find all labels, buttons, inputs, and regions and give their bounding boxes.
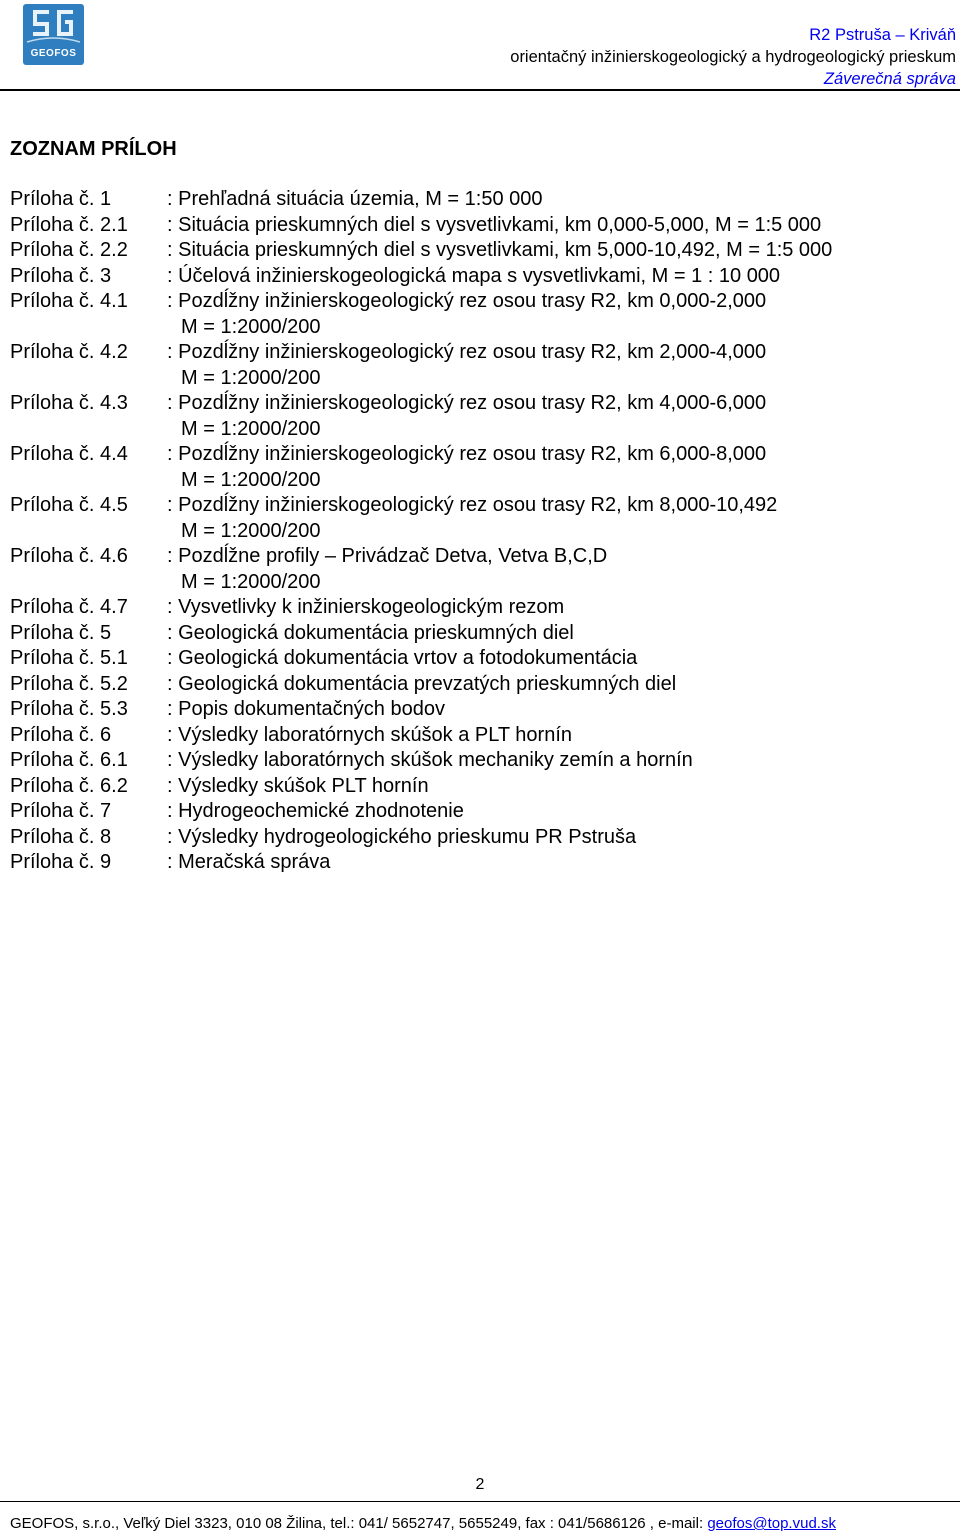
attachment-description-block [167,544,950,595]
attachment-description: : Situácia prieskumných diel s vysvetlivkami, km 5,000-10,492, M = 1:5 000 [167,239,833,261]
attachment-scale: M = 1:2000/200 [181,417,321,440]
attachment-scale: M = 1:2000/200 [181,315,321,338]
list-item [10,799,950,825]
footer-divider [0,1501,960,1502]
attachment-description-block [167,723,950,749]
attachment-number: Príloha č. 4.2 [10,341,128,363]
attachment-number: Príloha č. 6.1 [10,749,128,771]
attachment-scale: M = 1:2000/200 [181,366,321,389]
list-item [10,289,950,340]
attachment-description-block [167,595,950,621]
attachment-number: Príloha č. 5.3 [10,698,128,720]
attachment-number: Príloha č. 1 [10,188,112,210]
attachment-description: : Výsledky laboratórnych skúšok a PLT hornín [167,723,573,746]
document-header [510,24,956,90]
attachment-description: : Geologická dokumentácia vrtov a fotodokumentácia [167,647,638,669]
logo-text: GEOFOS [30,48,77,59]
attachment-description: : Výsledky hydrogeologického prieskumu PR Pstruša [167,825,637,848]
attachment-description: : Situácia prieskumných diel s vysvetlivkami, km 0,000-5,000, M = 1:5 000 [167,213,822,236]
attachment-description: : Účelová inžinierskogeologická mapa s vysvetlivkami, M = 1 : 10 000 [167,264,781,287]
attachment-number: Príloha č. 4.6 [10,545,128,567]
attachment-number: Príloha č. 9 [10,851,112,873]
attachment-number: Príloha č. 6 [10,723,112,746]
attachment-description-block [167,799,950,825]
list-item [10,595,950,621]
project-title: R2 Pstruša – Kriváň [809,26,956,44]
attachment-description: : Pozdĺžny inžinierskogeologický rez osou trasy R2, km 2,000-4,000 [167,341,767,363]
attachment-description: : Meračská správa [167,851,331,873]
attachment-scale: M = 1:2000/200 [181,519,321,542]
footer-contact-text: GEOFOS, s.r.o., Veľký Diel 3323, 010 08 Žilina, tel.: 041/ 5652747, 5655249, fax : 041/5686126 , e-mail: [10,1515,708,1532]
attachments-list [10,187,950,876]
attachment-description: : Popis dokumentačných bodov [167,698,445,720]
attachment-description-block [167,238,950,264]
list-item [10,213,950,239]
attachment-description-block [167,748,950,774]
attachment-scale: M = 1:2000/200 [181,468,321,491]
attachment-number: Príloha č. 4.5 [10,494,128,516]
attachment-description: : Vysvetlivky k inžinierskogeologickým rezom [167,596,565,618]
company-logo [23,4,84,65]
footer-email-link[interactable]: geofos@top.vud.sk [707,1515,836,1532]
attachment-description-block [167,825,950,851]
page-number: 2 [475,1476,485,1493]
list-item [10,340,950,391]
list-item [10,238,950,264]
attachment-scale: M = 1:2000/200 [181,570,321,593]
list-item [10,442,950,493]
attachment-description-block [167,493,950,544]
list-item [10,493,950,544]
attachment-number: Príloha č. 7 [10,800,112,822]
list-item [10,646,950,672]
attachment-description-block [167,774,950,800]
attachment-description: : Geologická dokumentácia prieskumných diel [167,621,574,644]
attachment-number: Príloha č. 8 [10,825,112,848]
list-item [10,544,950,595]
attachment-number: Príloha č. 2.2 [10,239,128,261]
attachment-description: : Geologická dokumentácia prevzatých prieskumných diel [167,672,677,695]
attachment-description-block [167,289,950,340]
attachment-description: : Hydrogeochemické zhodnotenie [167,800,464,822]
attachment-description: : Pozdĺžne profily – Privádzač Detva, Vetva B,C,D [167,545,608,567]
attachment-description-block [167,646,950,672]
list-item [10,672,950,698]
attachment-description-block [167,850,950,876]
attachment-number: Príloha č. 4.4 [10,443,128,465]
project-subtitle: orientačný inžinierskogeologický a hydrogeologický prieskum [510,48,956,66]
section-heading: ZOZNAM PRÍLOH [10,138,177,160]
attachment-number: Príloha č. 2.1 [10,213,128,236]
attachment-number: Príloha č. 5 [10,621,112,644]
attachment-number: Príloha č. 4.1 [10,290,128,312]
header-divider [0,89,960,91]
attachment-number: Príloha č. 5.2 [10,672,128,695]
attachment-number: Príloha č. 3 [10,264,112,287]
list-item [10,391,950,442]
attachment-description-block [167,697,950,723]
attachment-description: : Pozdĺžny inžinierskogeologický rez osou trasy R2, km 4,000-6,000 [167,392,767,414]
attachment-description-block [167,391,950,442]
list-item [10,774,950,800]
attachment-description-block [167,442,950,493]
attachment-description-block [167,187,950,213]
attachment-description-block [167,264,950,290]
list-item [10,697,950,723]
document-type: Záverečná správa [823,70,956,88]
attachment-number: Príloha č. 4.7 [10,596,128,618]
attachment-description: : Výsledky laboratórnych skúšok mechaniky zemín a hornín [167,749,693,771]
attachment-description-block [167,672,950,698]
attachment-description: : Prehľadná situácia územia, M = 1:50 000 [167,188,543,210]
attachment-description: : Pozdĺžny inžinierskogeologický rez osou trasy R2, km 6,000-8,000 [167,443,767,465]
attachment-number: Príloha č. 6.2 [10,774,128,797]
list-item [10,748,950,774]
attachment-number: Príloha č. 4.3 [10,392,128,414]
list-item [10,187,950,213]
list-item [10,850,950,876]
footer [10,1515,836,1532]
list-item [10,723,950,749]
attachment-description-block [167,213,950,239]
list-item [10,621,950,647]
list-item [10,264,950,290]
list-item [10,825,950,851]
attachment-description-block [167,340,950,391]
attachment-description: : Pozdĺžny inžinierskogeologický rez osou trasy R2, km 8,000-10,492 [167,494,778,516]
attachment-description-block [167,621,950,647]
attachment-description: : Výsledky skúšok PLT hornín [167,774,429,797]
attachment-description: : Pozdĺžny inžinierskogeologický rez osou trasy R2, km 0,000-2,000 [167,290,767,312]
attachment-number: Príloha č. 5.1 [10,647,128,669]
